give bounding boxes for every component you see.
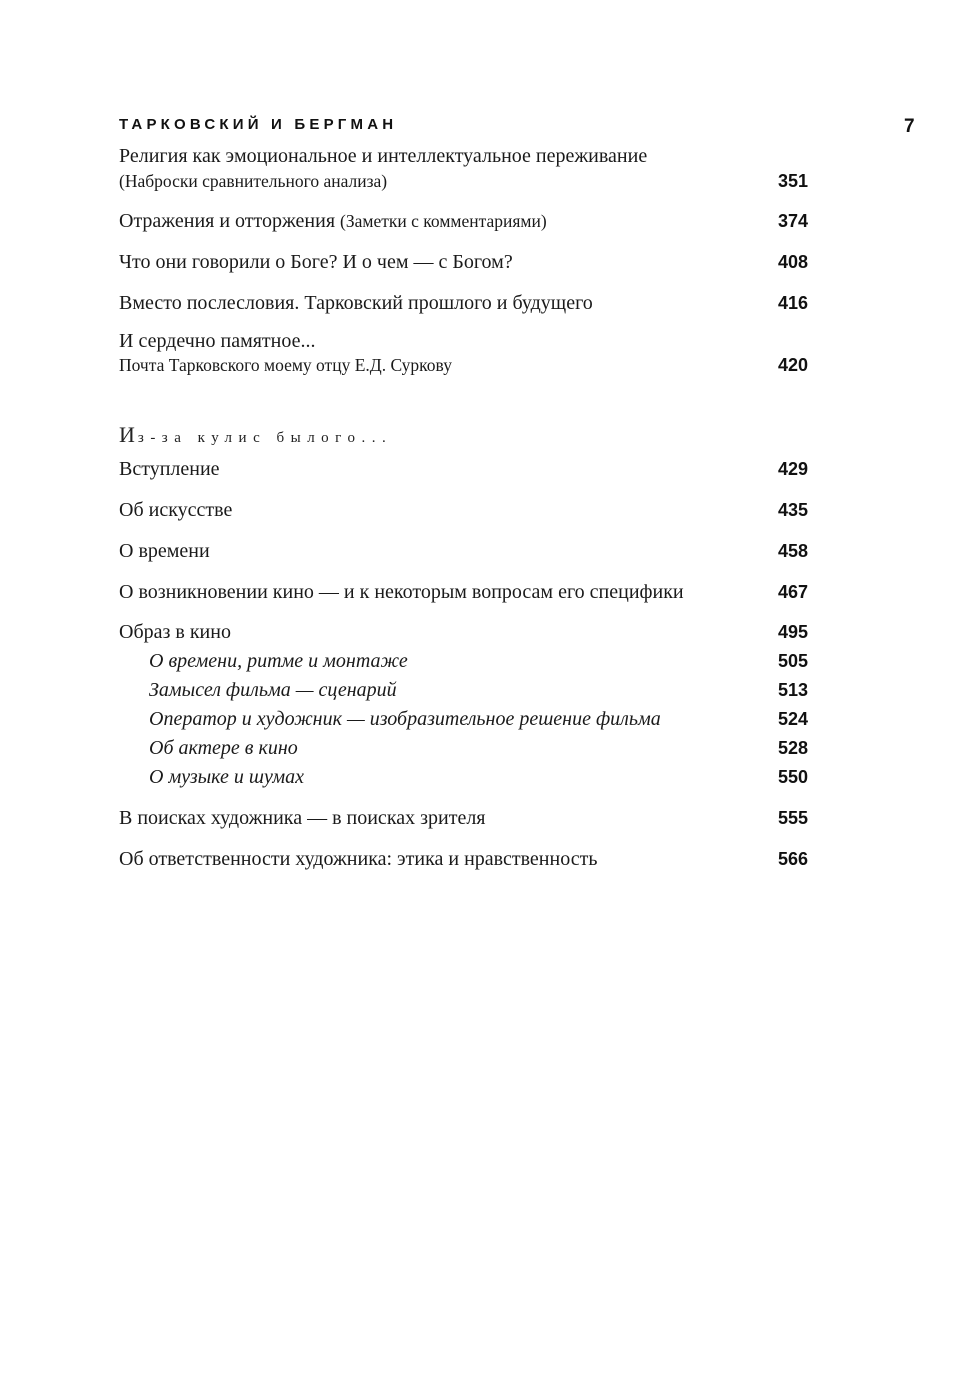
toc-subentry-page: 528 [777, 738, 808, 758]
toc-entry-title: О возникновении кино — и к некоторым вопросам его специфики [119, 581, 684, 603]
section-heading-initial: И [119, 422, 138, 447]
section-heading [119, 422, 392, 448]
toc-subentry-page: 524 [777, 709, 808, 729]
toc-entry-page: 555 [777, 808, 808, 828]
toc-entry-page: 495 [777, 622, 808, 642]
toc-entry-title: Вступление [119, 458, 220, 480]
toc-entry-page: 420 [777, 355, 808, 375]
toc-entry-title: Что они говорили о Боге? И о чем — с Богом? [119, 251, 513, 273]
toc-subentry-title: Об актере в кино [149, 737, 298, 759]
toc-entry-title: И сердечно памятное... [119, 330, 316, 352]
toc-entry-page: 408 [777, 252, 808, 272]
toc-entry [119, 210, 547, 233]
toc-entry-page: 566 [777, 849, 808, 869]
toc-entry-subtitle: Почта Тарковского моему отцу Е.Д. Суркову [119, 355, 452, 375]
toc-entry-title: Религия как эмоциональное и интеллектуальное переживание [119, 145, 648, 167]
toc-entry-title: Вместо послесловия. Тарковский прошлого и будущего [119, 292, 593, 314]
toc-entry-page: 374 [777, 211, 808, 231]
toc-entry-page: 416 [777, 293, 808, 313]
section-heading-rest: з-за кулис былого... [137, 430, 393, 446]
toc-entry-page: 467 [777, 582, 808, 602]
toc-subentry-title: О времени, ритме и монтаже [149, 650, 408, 672]
toc-subentry-title: О музыке и шумах [149, 766, 305, 788]
toc-subentry-title: Оператор и художник — изобразительное решение фильма [149, 708, 661, 730]
toc-subentry-page: 513 [777, 680, 808, 700]
toc-entry-page: 351 [777, 171, 808, 191]
toc-entry-title: О времени [119, 540, 210, 562]
toc-entry-page: 429 [777, 459, 808, 479]
page-number: 7 [904, 116, 915, 137]
toc-subentry-title: Замысел фильма — сценарий [149, 679, 397, 701]
toc-entry-page: 458 [777, 541, 808, 561]
toc-subentry-page: 505 [777, 651, 808, 671]
toc-entry-title: Об ответственности художника: этика и нравственность [119, 848, 598, 870]
running-head: ТАРКОВСКИЙ И БЕРГМАН [119, 116, 398, 133]
toc-entry-note: (Заметки с комментариями) [340, 211, 547, 231]
toc-entry-subtitle: (Наброски сравнительного анализа) [119, 171, 388, 191]
toc-entry-title: Об искусстве [119, 499, 233, 521]
toc-subentry-page: 550 [777, 767, 808, 787]
toc-entry-title: Образ в кино [119, 621, 231, 643]
toc-entry-title: Отражения и отторжения [119, 210, 336, 232]
toc-entry-page: 435 [777, 500, 808, 520]
toc-entry-title: В поисках художника — в поисках зрителя [119, 807, 486, 829]
